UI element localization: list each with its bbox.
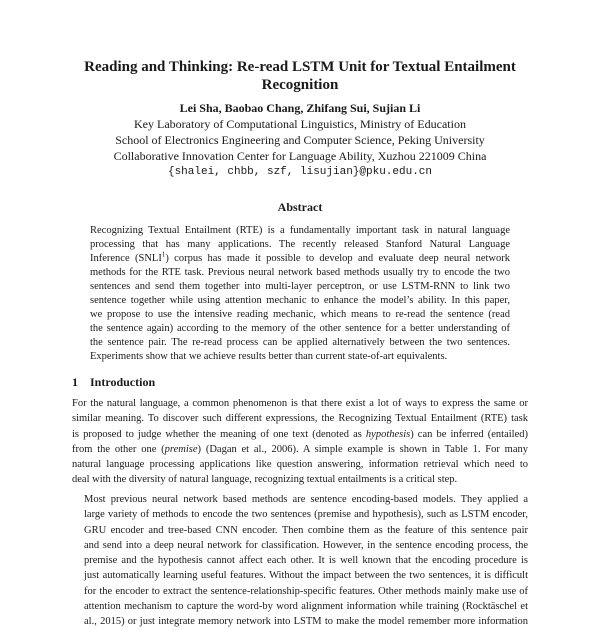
footnote-marker: 1 bbox=[161, 250, 166, 259]
body-text: is proposed to judge whether the meaning of one text (denoted as bbox=[72, 428, 366, 440]
title-line-1: Reading and Thinking: Re-read LSTM Unit for Textual Entailment bbox=[84, 59, 516, 75]
author-emails: {shalei, chbb, szf, lisujian}@pku.edu.cn bbox=[167, 166, 433, 178]
abstract-line bbox=[90, 252, 510, 266]
body-line: al., 2015) or just integrate memory network into LSTM to make the model remember more information bbox=[84, 616, 528, 628]
title-line-2: Recognition bbox=[261, 77, 339, 93]
premise-term: premise bbox=[164, 443, 198, 455]
section-title: Introduction bbox=[90, 375, 156, 389]
affiliation-line: School of Electronics Engineering and Computer Science, Peking University bbox=[115, 133, 485, 147]
paper-title bbox=[60, 58, 540, 94]
affiliation-line: Collaborative Innovation Center for Language Ability, Xuzhou 221009 China bbox=[113, 149, 487, 163]
abstract-line: sentence together while using attention mechanic to enhance the model’s ability. In this paper, bbox=[90, 295, 510, 306]
body-line: premise and the hypothesis cannot affect each other. It is well known that the encoding procedure is bbox=[84, 555, 528, 567]
body-text: ) can be inferred (entailed) bbox=[410, 428, 528, 440]
body-line: natural language processing applications like question answering, information retrieval which need to bbox=[72, 459, 528, 471]
abstract-heading: Abstract bbox=[277, 200, 323, 214]
snli-close: ) bbox=[165, 253, 175, 264]
abstract-line: we propose to use the intensive reading mechanic, which means to re-read the sentence (read bbox=[90, 309, 510, 320]
abstract-body bbox=[90, 224, 510, 364]
section-heading bbox=[72, 375, 155, 390]
abstract-line: the sentence again) according to the memory of the other sentence for a better understanding of bbox=[90, 323, 510, 334]
body-line: and send into a deep neural network for classification. However, in the sentence encoding process, the bbox=[84, 539, 528, 551]
body-line: GRU encoder and tree-based CNN encoder. Then combine them as the feature of this sentence pair bbox=[84, 524, 528, 536]
snli-prefix: Inference (SNLI bbox=[90, 253, 162, 264]
body-line: Most previous neural network based methods are sentence encoding-based models. They applied a bbox=[84, 494, 528, 505]
body-line: just automatically learning useful features. Without the impact between the two sentences, it is difficult bbox=[84, 570, 528, 582]
body-line: deal with the diversity of natural language, recognizing textual entailments is a critical step. bbox=[72, 474, 458, 486]
body-line: For the natural language, a common phenomenon is that there exist a lot of ways to express the same or bbox=[72, 398, 528, 409]
abstract-line: Experiments show that we achieve results better than current state-of-art equivalents. bbox=[90, 351, 448, 362]
body-line: similar meaning. To discover such different expressions, the Recognizing Textual Entailment (RTE) task bbox=[72, 413, 528, 425]
abstract-line: the sentence pair. The re-read process can be applied alternatively between the two sentences. bbox=[90, 337, 510, 348]
snli-rest: corpus has made it possible to develop and evaluate deep neural network bbox=[174, 253, 511, 264]
body-text: ) (Dagan et al., 2006). A simple example is shown in Table 1. For many bbox=[197, 443, 528, 455]
abstract-line: methods for the RTE task. Previous neural network based methods usually try to encode the two bbox=[90, 267, 510, 278]
intro-paragraph-2 bbox=[72, 492, 528, 630]
body-line: attention mechanism to capture the word-by word alignment information while training (Rocktäschel et bbox=[84, 601, 528, 613]
author-list: Lei Sha, Baobao Chang, Zhifang Sui, Sujian Li bbox=[179, 101, 421, 115]
abstract-line: sentences and send them together into multi-layer perceptron, or use LSTM-RNN to link two bbox=[90, 281, 510, 292]
abstract-line: Recognizing Textual Entailment (RTE) is a fundamentally important task in natural language bbox=[90, 225, 510, 236]
body-text: from the other one ( bbox=[72, 443, 165, 455]
body-line bbox=[72, 442, 528, 457]
section-number: 1 bbox=[72, 375, 78, 389]
abstract-line: processing that has many applications. The recently released Stanford Natural Language bbox=[90, 239, 510, 250]
hypothesis-term: hypothesis bbox=[365, 428, 411, 440]
body-line bbox=[72, 427, 528, 442]
body-line: for the encoder to extract the sentence-relationship-specific features. Other methods mainly make use of bbox=[84, 585, 528, 597]
body-line: large variety of methods to encode the two sentences (premise and hypothesis), such as LSTM encoder, bbox=[84, 509, 528, 521]
affiliation-line: Key Laboratory of Computational Linguistics, Ministry of Education bbox=[134, 117, 466, 131]
intro-paragraph-1 bbox=[72, 396, 528, 488]
